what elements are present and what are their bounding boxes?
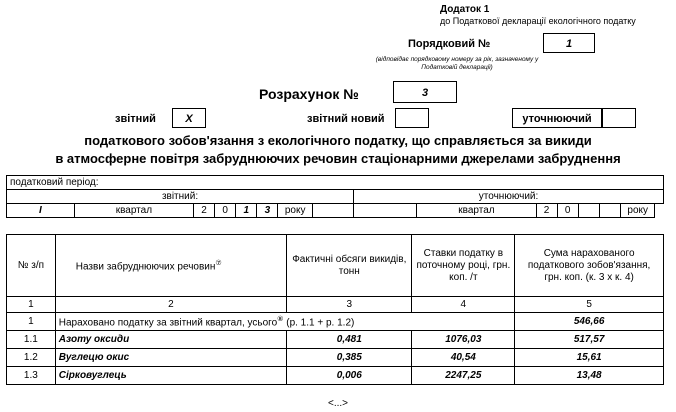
subtitle-line-1: податкового зобов'язання з екологічного податку, що справляється за викиди: [84, 133, 592, 148]
row-number: 1.1: [7, 331, 56, 349]
pollutants-table: [6, 234, 664, 385]
period-spacer: [312, 204, 353, 218]
volume-cell[interactable]: 0,006: [287, 367, 412, 385]
header-number: № з/п: [7, 235, 56, 297]
volume-cell[interactable]: 0,481: [287, 331, 412, 349]
header-rate: Ставки податку в поточному році, грн. коп. /т: [412, 235, 515, 297]
header-pollutant-name: Назви забруднюючих речовин⑦: [55, 235, 286, 297]
rate-cell[interactable]: 2247,25: [412, 367, 515, 385]
sum-cell[interactable]: 517,57: [515, 331, 664, 349]
reporting-year-digit[interactable]: 3: [257, 204, 278, 218]
pollutant-name: Сірковуглець: [55, 367, 286, 385]
total-row-label: Нараховано податку за звітний квартал, усього⑧ (р. 1.1 + р. 1.2): [55, 313, 514, 331]
reporting-year-digit[interactable]: 0: [215, 204, 236, 218]
clarifying-quarter-number[interactable]: [354, 204, 417, 218]
tax-period-table: [6, 175, 664, 218]
table-row: [7, 367, 664, 385]
reporting-year-digit[interactable]: 1: [236, 204, 257, 218]
pollutant-name: Вуглецю окис: [55, 349, 286, 367]
col-number-4: 4: [412, 297, 515, 313]
total-row-number: 1: [7, 313, 56, 331]
new-reporting-label: звітний новий: [307, 113, 385, 125]
col-number-1: 1: [7, 297, 56, 313]
col-number-5: 5: [515, 297, 664, 313]
rate-cell[interactable]: 1076,03: [412, 331, 515, 349]
table-row: [7, 331, 664, 349]
clarifying-year-word: року: [621, 204, 655, 218]
rate-cell[interactable]: 40,54: [412, 349, 515, 367]
sequence-note: (відповідає порядковому номеру за рік, зазначеному у Податковій декларації): [375, 56, 539, 71]
col-number-2: 2: [55, 297, 286, 313]
clarifying-year-digit[interactable]: [599, 204, 620, 218]
header-sum: Сума нарахованого податкового зобов'язання, грн. коп. (к. 3 х к. 4): [515, 235, 664, 297]
reporting-year-word: року: [278, 204, 312, 218]
new-reporting-checkbox[interactable]: [395, 108, 429, 128]
tax-period-label: податковий період:: [7, 176, 664, 190]
clarifying-quarter-word: квартал: [417, 204, 536, 218]
reporting-quarter-number[interactable]: I: [7, 204, 75, 218]
reporting-checkbox[interactable]: X: [172, 108, 206, 128]
total-row: [7, 313, 664, 331]
calc-title: Розрахунок №: [259, 86, 359, 102]
appendix-title: Додаток 1: [440, 4, 490, 15]
header-volume: Фактичні обсяги викидів, тонн: [287, 235, 412, 297]
sequence-number-field[interactable]: 1: [543, 33, 595, 53]
sum-cell[interactable]: 15,61: [515, 349, 664, 367]
clarifying-label: уточнюючий: [512, 108, 602, 128]
table-row: [7, 349, 664, 367]
col-number-3: 3: [287, 297, 412, 313]
reporting-quarter-word: квартал: [74, 204, 193, 218]
clarifying-year-digit[interactable]: [578, 204, 599, 218]
clarifying-year-digit[interactable]: 2: [536, 204, 557, 218]
reporting-year-digit[interactable]: 2: [193, 204, 214, 218]
subtitle-line-2: в атмосферне повітря забруднюючих речовин стаціонарними джерелами забруднення: [55, 151, 621, 166]
note-7-mark: ⑦: [215, 259, 222, 267]
period-reporting-label: звітний:: [7, 190, 354, 204]
note-8-mark: ⑧: [277, 315, 284, 323]
period-clarifying-label: уточнюючий:: [354, 190, 664, 204]
volume-cell[interactable]: 0,385: [287, 349, 412, 367]
total-row-sum[interactable]: 546,66: [515, 313, 664, 331]
pollutant-name: Азоту оксиди: [55, 331, 286, 349]
clarifying-checkbox[interactable]: [602, 108, 636, 128]
row-number: 1.2: [7, 349, 56, 367]
row-number: 1.3: [7, 367, 56, 385]
reporting-label: звітний: [115, 113, 156, 125]
calc-number-field[interactable]: 3: [393, 81, 457, 103]
appendix-subtitle: до Податкової декларації екологічного податку: [440, 16, 636, 26]
sequence-label: Порядковий №: [408, 38, 491, 50]
sum-cell[interactable]: 13,48: [515, 367, 664, 385]
clarifying-year-digit[interactable]: 0: [557, 204, 578, 218]
table-ellipsis: <...>: [327, 398, 348, 409]
